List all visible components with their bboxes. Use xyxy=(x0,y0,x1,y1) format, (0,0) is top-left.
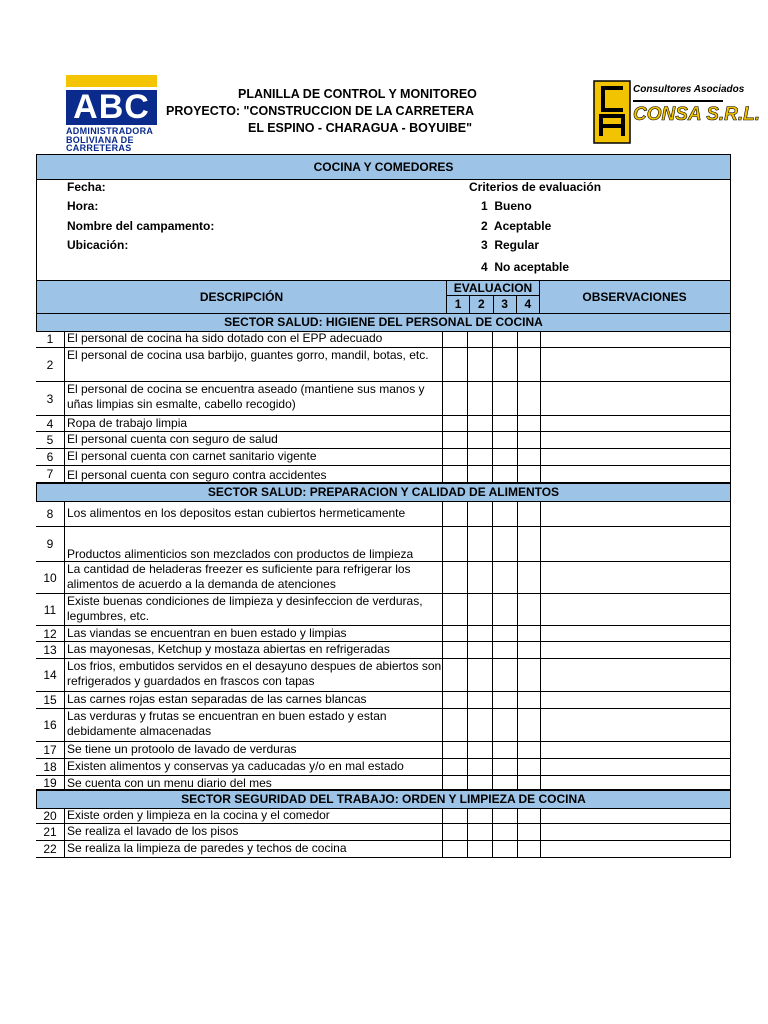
eval-cell-4[interactable] xyxy=(518,742,541,758)
title-line-1: PLANILLA DE CONTROL Y MONITOREO xyxy=(238,87,477,101)
row-description: Se cuenta con un menu diario del mes xyxy=(65,776,443,789)
eval-cell-3[interactable] xyxy=(493,742,518,758)
eval-cell-2[interactable] xyxy=(468,527,493,561)
row-number: 13 xyxy=(36,642,65,658)
abc-sub-line-3: CARRETERAS xyxy=(66,143,132,154)
consa-logo-mark xyxy=(593,80,631,144)
field-hora: Hora: xyxy=(67,199,99,213)
observation-cell[interactable] xyxy=(541,562,731,593)
row-number: 5 xyxy=(36,432,65,448)
table-row xyxy=(36,466,731,483)
observation-cell[interactable] xyxy=(541,449,731,465)
eval-cell-3[interactable] xyxy=(493,808,518,823)
eval-cell-3[interactable] xyxy=(493,659,518,691)
eval-cell-2[interactable] xyxy=(468,331,493,347)
title-line-2: PROYECTO: "CONSTRUCCION DE LA CARRETERA xyxy=(166,104,475,118)
eval-cell-4[interactable] xyxy=(518,562,541,593)
observation-cell[interactable] xyxy=(541,626,731,641)
table-row xyxy=(36,562,731,594)
row-number: 7 xyxy=(36,466,65,482)
row-description: La cantidad de heladeras freezer es suficiente para refrigerar los alimentos de acuerdo a la demanda de atenciones xyxy=(65,562,443,593)
table-row xyxy=(36,626,731,642)
eval-cell-3[interactable] xyxy=(493,841,518,857)
eval-cell-2[interactable] xyxy=(468,449,493,465)
observation-cell[interactable] xyxy=(541,742,731,758)
eval-cell-1[interactable] xyxy=(443,709,468,741)
row-description: Las verduras y frutas se encuentran en buen estado y estan debidamente almacenadas xyxy=(65,709,443,741)
eval-cell-4[interactable] xyxy=(518,808,541,823)
eval-cell-3[interactable] xyxy=(493,709,518,741)
eval-cell-1[interactable] xyxy=(443,416,468,431)
form-info xyxy=(36,179,731,280)
eval-cell-2[interactable] xyxy=(468,432,493,448)
eval-cell-4[interactable] xyxy=(518,331,541,347)
row-number: 10 xyxy=(36,562,65,593)
eval-cell-2[interactable] xyxy=(468,776,493,789)
observation-cell[interactable] xyxy=(541,824,731,840)
table-row xyxy=(36,776,731,790)
eval-cell-4[interactable] xyxy=(518,432,541,448)
eval-cell-2[interactable] xyxy=(468,808,493,823)
row-description: Los alimentos en los depositos estan cubiertos hermeticamente xyxy=(65,501,443,526)
observation-cell[interactable] xyxy=(541,759,731,775)
table-row xyxy=(36,709,731,742)
eval-cell-2[interactable] xyxy=(468,659,493,691)
row-description: Las mayonesas, Ketchup y mostaza abiertas en refrigeradas xyxy=(65,642,443,658)
eval-cell-3[interactable] xyxy=(493,562,518,593)
table-row xyxy=(36,759,731,776)
eval-cell-3[interactable] xyxy=(493,642,518,658)
eval-cell-2[interactable] xyxy=(468,841,493,857)
abc-logo-mark xyxy=(66,75,157,125)
row-description: El personal cuenta con carnet sanitario vigente xyxy=(65,449,443,465)
abc-sub-line-1: ADMINISTRADORA xyxy=(66,126,154,136)
row-description: Existe buenas condiciones de limpieza y desinfeccion de verduras, legumbres, etc. xyxy=(65,594,443,625)
eval-cell-4[interactable] xyxy=(518,692,541,708)
row-description: Las viandas se encuentran en buen estado y limpias xyxy=(65,626,443,641)
criteria-1: 1 Bueno xyxy=(481,199,532,213)
table-row xyxy=(36,824,731,841)
eval-cell-1[interactable] xyxy=(443,527,468,561)
row-number: 22 xyxy=(36,841,65,857)
eval-cell-2[interactable] xyxy=(468,742,493,758)
eval-cell-1[interactable] xyxy=(443,466,468,482)
row-description: Productos alimenticios son mezclados con productos de limpieza xyxy=(65,527,443,561)
eval-cell-4[interactable] xyxy=(518,466,541,482)
row-description: Se realiza el lavado de los pisos xyxy=(65,824,443,840)
row-number: 6 xyxy=(36,449,65,465)
row-number: 12 xyxy=(36,626,65,641)
field-ubicacion: Ubicación: xyxy=(67,238,129,252)
eval-cell-4[interactable] xyxy=(518,659,541,691)
observation-cell[interactable] xyxy=(541,808,731,823)
table-row xyxy=(36,692,731,709)
row-description: Los frios, embutidos servidos en el desayuno despues de abiertos son refrigerados y guardados en frascos con tapas xyxy=(65,659,443,691)
eval-cell-4[interactable] xyxy=(518,759,541,775)
consa-logo-top: Consultores Asociados xyxy=(633,84,745,95)
eval-cell-2[interactable] xyxy=(468,348,493,381)
eval-cell-4[interactable] xyxy=(518,416,541,431)
eval-cell-3[interactable] xyxy=(493,527,518,561)
observation-cell[interactable] xyxy=(541,692,731,708)
eval-col-4: 4 xyxy=(524,297,532,311)
row-number: 1 xyxy=(36,331,65,347)
observation-cell[interactable] xyxy=(541,594,731,625)
eval-cell-4[interactable] xyxy=(518,382,541,415)
row-number: 17 xyxy=(36,742,65,758)
eval-cell-4[interactable] xyxy=(518,527,541,561)
eval-cell-1[interactable] xyxy=(443,692,468,708)
eval-cell-2[interactable] xyxy=(468,642,493,658)
eval-cell-1[interactable] xyxy=(443,449,468,465)
table-row xyxy=(36,742,731,759)
eval-col-1: 1 xyxy=(447,296,470,313)
eval-cell-2[interactable] xyxy=(468,824,493,840)
row-number: 11 xyxy=(36,594,65,625)
eval-cell-1[interactable] xyxy=(443,501,468,526)
row-description: Las carnes rojas estan separadas de las carnes blancas xyxy=(65,692,443,708)
observation-cell[interactable] xyxy=(541,331,731,347)
consa-logo xyxy=(593,78,761,148)
row-description: El personal de cocina usa barbijo, guantes gorro, mandil, botas, etc. xyxy=(65,348,443,381)
observation-cell[interactable] xyxy=(541,709,731,741)
row-number: 21 xyxy=(36,824,65,840)
eval-cell-3[interactable] xyxy=(493,776,518,789)
eval-cell-2[interactable] xyxy=(468,501,493,526)
section-title-alimentos: SECTOR SALUD: PREPARACION Y CALIDAD DE ALIMENTOS xyxy=(36,483,731,502)
eval-cell-2[interactable] xyxy=(468,594,493,625)
eval-cell-1[interactable] xyxy=(443,776,468,789)
col-evaluation-title: EVALUACION xyxy=(447,281,539,296)
criteria-2: 2 Aceptable xyxy=(481,219,552,233)
row-description: Existe orden y limpieza en la cocina y el comedor xyxy=(65,808,443,823)
row-number: 18 xyxy=(36,759,65,775)
abc-logo-letters: ABC xyxy=(73,88,150,125)
col-evaluation xyxy=(446,281,540,313)
observation-cell[interactable] xyxy=(541,416,731,431)
eval-cell-4[interactable] xyxy=(518,348,541,381)
table-row xyxy=(36,808,731,824)
eval-cell-2[interactable] xyxy=(468,692,493,708)
criteria-title: Criterios de evaluación xyxy=(469,180,602,194)
eval-cell-3[interactable] xyxy=(493,348,518,381)
row-number: 8 xyxy=(36,501,65,526)
row-number: 3 xyxy=(36,382,65,415)
row-description: El personal de cocina ha sido dotado con el EPP adecuado xyxy=(65,331,443,347)
eval-cell-2[interactable] xyxy=(468,709,493,741)
eval-cell-1[interactable] xyxy=(443,348,468,381)
eval-cell-3[interactable] xyxy=(493,466,518,482)
eval-cell-2[interactable] xyxy=(468,382,493,415)
eval-cell-3[interactable] xyxy=(493,501,518,526)
eval-cell-4[interactable] xyxy=(518,626,541,641)
eval-cell-3[interactable] xyxy=(493,824,518,840)
col-observations: OBSERVACIONES xyxy=(582,290,687,304)
row-number: 15 xyxy=(36,692,65,708)
eval-cell-4[interactable] xyxy=(518,776,541,789)
table-row xyxy=(36,527,731,562)
row-number: 16 xyxy=(36,709,65,741)
criteria-3: 3 Regular xyxy=(481,238,540,252)
table-row xyxy=(36,594,731,626)
col-description: DESCRIPCIÓN xyxy=(199,290,284,304)
table-row xyxy=(36,432,731,449)
eval-cell-1[interactable] xyxy=(443,659,468,691)
title-line-3: EL ESPINO - CHARAGUA - BOYUIBE" xyxy=(248,121,472,135)
eval-cell-4[interactable] xyxy=(518,594,541,625)
eval-cell-4[interactable] xyxy=(518,841,541,857)
row-description: El personal cuenta con seguro de salud xyxy=(65,432,443,448)
table-row xyxy=(36,416,731,432)
eval-cell-1[interactable] xyxy=(443,808,468,823)
eval-cell-1[interactable] xyxy=(443,594,468,625)
row-number: 9 xyxy=(36,527,65,561)
eval-cell-1[interactable] xyxy=(443,759,468,775)
consa-logo-name: CONSA S.R.L. xyxy=(633,104,761,125)
eval-cell-3[interactable] xyxy=(493,692,518,708)
observation-cell[interactable] xyxy=(541,501,731,526)
table-row xyxy=(36,449,731,466)
checklist-form xyxy=(36,154,731,859)
eval-cell-1[interactable] xyxy=(443,742,468,758)
section-title-higiene: SECTOR SALUD: HIGIENE DEL PERSONAL DE COCINA xyxy=(36,313,731,332)
eval-col-3: 3 xyxy=(494,296,517,313)
eval-cell-3[interactable] xyxy=(493,416,518,431)
row-description: El personal de cocina se encuentra aseado (mantiene sus manos y uñas limpias sin esmalte, cabello recogido) xyxy=(65,382,443,415)
eval-cell-1[interactable] xyxy=(443,824,468,840)
eval-cell-3[interactable] xyxy=(493,432,518,448)
observation-cell[interactable] xyxy=(541,841,731,857)
field-campamento: Nombre del campamento: xyxy=(67,219,215,233)
observation-cell[interactable] xyxy=(541,659,731,691)
eval-col-2: 2 xyxy=(470,296,493,313)
eval-cell-2[interactable] xyxy=(468,466,493,482)
row-description: Ropa de trabajo limpia xyxy=(65,416,443,431)
section-title-seguridad: SECTOR SEGURIDAD DEL TRABAJO: ORDEN Y LIMPIEZA DE COCINA xyxy=(36,790,731,809)
column-header xyxy=(36,280,731,314)
eval-cell-1[interactable] xyxy=(443,432,468,448)
eval-cell-4[interactable] xyxy=(518,449,541,465)
eval-cell-1[interactable] xyxy=(443,841,468,857)
table-row xyxy=(36,659,731,692)
eval-cell-3[interactable] xyxy=(493,449,518,465)
observation-cell[interactable] xyxy=(541,642,731,658)
eval-cell-3[interactable] xyxy=(493,331,518,347)
form-title: COCINA Y COMEDORES xyxy=(36,154,731,180)
eval-cell-2[interactable] xyxy=(468,562,493,593)
observation-cell[interactable] xyxy=(541,432,731,448)
eval-cell-1[interactable] xyxy=(443,331,468,347)
eval-cell-2[interactable] xyxy=(468,416,493,431)
abc-sub-line-2: BOLIVIANA DE xyxy=(66,134,134,145)
observation-cell[interactable] xyxy=(541,466,731,482)
row-number: 2 xyxy=(36,348,65,381)
observation-cell[interactable] xyxy=(541,348,731,381)
row-description: Se tiene un protoolo de lavado de verduras xyxy=(65,742,443,758)
eval-cell-2[interactable] xyxy=(468,759,493,775)
eval-cell-1[interactable] xyxy=(443,626,468,641)
abc-logo-subtitle xyxy=(66,127,157,153)
row-number: 19 xyxy=(36,776,65,789)
observation-cell[interactable] xyxy=(541,382,731,415)
eval-cell-2[interactable] xyxy=(468,626,493,641)
table-row xyxy=(36,348,731,382)
row-description: Se realiza la limpieza de paredes y techos de cocina xyxy=(65,841,443,857)
eval-cell-4[interactable] xyxy=(518,501,541,526)
eval-cell-1[interactable] xyxy=(443,382,468,415)
criteria-4: 4 No aceptable xyxy=(481,260,570,274)
eval-cell-3[interactable] xyxy=(493,626,518,641)
eval-cell-3[interactable] xyxy=(493,759,518,775)
eval-cell-3[interactable] xyxy=(493,594,518,625)
eval-cell-1[interactable] xyxy=(443,642,468,658)
eval-cell-1[interactable] xyxy=(443,562,468,593)
table-row xyxy=(36,331,731,348)
table-row xyxy=(36,501,731,527)
table-row xyxy=(36,642,731,659)
eval-cell-4[interactable] xyxy=(518,642,541,658)
observation-cell[interactable] xyxy=(541,527,731,561)
row-number: 14 xyxy=(36,659,65,691)
field-fecha: Fecha: xyxy=(67,180,106,194)
eval-cell-4[interactable] xyxy=(518,824,541,840)
eval-cell-4[interactable] xyxy=(518,709,541,741)
row-number: 4 xyxy=(36,416,65,431)
table-row xyxy=(36,382,731,416)
row-description: El personal cuenta con seguro contra accidentes xyxy=(65,466,443,482)
row-number: 20 xyxy=(36,808,65,823)
abc-logo xyxy=(66,75,157,154)
table-row xyxy=(36,841,731,858)
observation-cell[interactable] xyxy=(541,776,731,789)
row-description: Existen alimentos y conservas ya caducadas y/o en mal estado xyxy=(65,759,443,775)
eval-cell-3[interactable] xyxy=(493,382,518,415)
